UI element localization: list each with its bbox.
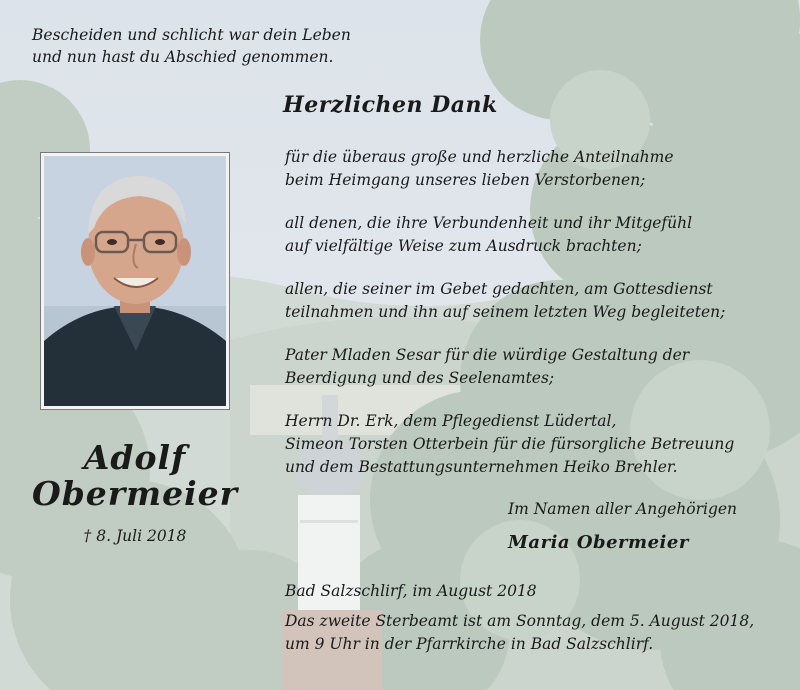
paragraph-line: allen, die seiner im Gebet gedachten, am Gottesdienst bbox=[285, 280, 713, 298]
intro-line: Bescheiden und schlicht war dein Leben bbox=[32, 26, 351, 44]
signature-name: Maria Obermeier bbox=[508, 532, 689, 553]
deceased-last-name: Obermeier bbox=[31, 474, 239, 513]
paragraph-line: für die überaus große und herzliche Anteilnahme bbox=[285, 148, 674, 166]
intro-line: und nun hast du Abschied genommen. bbox=[32, 48, 334, 66]
paragraph-line: Pater Mladen Sesar für die würdige Gestaltung der bbox=[285, 346, 690, 364]
death-date: † 8. Juli 2018 bbox=[83, 527, 187, 545]
paragraph-prayer bbox=[285, 278, 725, 324]
place-date: Bad Salzschlirf, im August 2018 bbox=[285, 582, 537, 600]
intro-poem bbox=[32, 24, 351, 68]
paragraph-sympathy bbox=[285, 146, 674, 192]
paragraph-line: Simeon Torsten Otterbein für die fürsorgliche Betreuung bbox=[285, 435, 735, 453]
deceased-first-name: Adolf bbox=[83, 438, 187, 477]
portrait-photo bbox=[40, 152, 230, 410]
paragraph-line: teilnahmen und ihn auf seinem letzten Weg begleiteten; bbox=[285, 303, 726, 321]
paragraph-line: Herrn Dr. Erk, dem Pflegedienst Lüdertal, bbox=[285, 412, 617, 430]
signature-line: Im Namen aller Angehörigen bbox=[508, 500, 738, 518]
paragraph-line: Beerdigung und des Seelenamtes; bbox=[285, 369, 555, 387]
paragraph-line: all denen, die ihre Verbundenheit und ihr Mitgefühl bbox=[285, 214, 693, 232]
paragraph-line: beim Heimgang unseres lieben Verstorbenen; bbox=[285, 171, 646, 189]
paragraph-priest bbox=[285, 344, 689, 390]
paragraph-line: auf vielfältige Weise zum Ausdruck brachten; bbox=[285, 237, 642, 255]
heading-thanks: Herzlichen Dank bbox=[283, 92, 498, 118]
paragraph-care bbox=[285, 410, 734, 479]
paragraph-line: und dem Bestattungsunternehmen Heiko Brehler. bbox=[285, 458, 678, 476]
paragraph-compassion bbox=[285, 212, 692, 258]
service-line: Das zweite Sterbeamt ist am Sonntag, dem 5. August 2018, bbox=[285, 612, 755, 630]
service-notice bbox=[285, 610, 754, 656]
portrait-image bbox=[44, 156, 226, 406]
service-line: um 9 Uhr in der Pfarrkirche in Bad Salzschlirf. bbox=[285, 635, 654, 653]
